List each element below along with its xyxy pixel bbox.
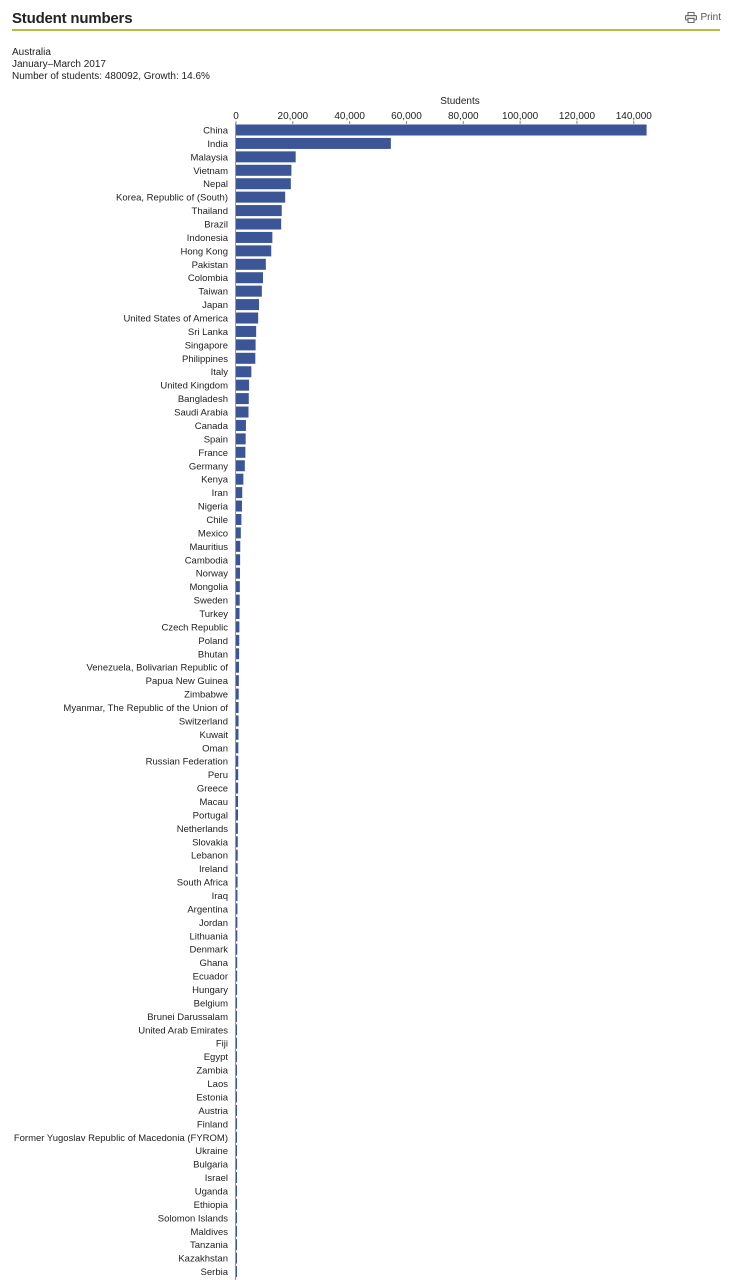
category-label: Belgium	[193, 998, 228, 1010]
category-label: Thailand	[191, 206, 228, 218]
category-label: Mauritius	[189, 541, 228, 553]
category-label: Sri Lanka	[187, 326, 228, 338]
bar[interactable]	[236, 1065, 237, 1076]
bar[interactable]	[236, 151, 296, 162]
category-label: Indonesia	[186, 232, 228, 244]
category-label: Mongolia	[189, 582, 228, 594]
category-label: Kazakhstan	[178, 1253, 228, 1265]
category-label: Kuwait	[199, 729, 228, 741]
x-tick-label: 140,000	[615, 111, 652, 122]
category-label: France	[198, 447, 228, 459]
category-label: Peru	[207, 770, 228, 782]
bar[interactable]	[236, 1078, 237, 1089]
category-label: Maldives	[190, 1226, 228, 1238]
category-label: Venezuela, Bolivarian Republic of	[86, 662, 228, 674]
bar[interactable]	[236, 568, 240, 579]
bar[interactable]	[236, 259, 266, 270]
summary-label: Number of students: 480092, Growth: 14.6%	[12, 71, 210, 82]
bar[interactable]	[236, 380, 249, 391]
category-label: Pakistan	[191, 259, 228, 271]
category-label: Iraq	[211, 891, 228, 903]
bar[interactable]	[236, 272, 263, 283]
bar[interactable]	[236, 219, 281, 230]
category-label: Czech Republic	[161, 622, 228, 634]
category-label: Finland	[196, 1119, 228, 1131]
category-label: Mexico	[197, 528, 228, 540]
bar[interactable]	[236, 1145, 237, 1156]
category-label: Zimbabwe	[184, 689, 228, 701]
bar[interactable]	[236, 433, 246, 444]
category-label: Hungary	[192, 985, 228, 997]
bar[interactable]	[236, 863, 238, 874]
category-label: Papua New Guinea	[145, 676, 228, 688]
bar[interactable]	[236, 339, 256, 350]
category-label: Ecuador	[192, 971, 228, 983]
bar[interactable]	[236, 178, 291, 189]
category-label: Lithuania	[189, 931, 228, 943]
x-tick-label: 100,000	[502, 111, 539, 122]
bar[interactable]	[236, 299, 259, 310]
bar[interactable]	[236, 205, 282, 216]
bar[interactable]	[236, 1185, 237, 1196]
category-label: United States of America	[123, 313, 228, 325]
bar[interactable]	[236, 1266, 237, 1277]
category-label: Uganda	[194, 1186, 228, 1198]
bar[interactable]	[236, 729, 238, 740]
bar[interactable]	[236, 541, 240, 552]
category-label: Greece	[196, 783, 228, 795]
header	[0, 0, 732, 31]
bar[interactable]	[236, 675, 239, 686]
category-label: South Africa	[176, 877, 228, 889]
category-label: Bhutan	[197, 649, 228, 661]
category-label: Egypt	[203, 1052, 228, 1064]
bar[interactable]	[236, 850, 238, 861]
x-tick-label: 120,000	[558, 111, 596, 122]
category-label: Singapore	[184, 340, 228, 352]
category-label: Argentina	[187, 904, 228, 916]
category-label: Chile	[206, 514, 228, 526]
bar[interactable]	[236, 877, 238, 888]
category-label: Turkey	[199, 608, 228, 620]
category-label: Tanzania	[189, 1240, 228, 1252]
bar[interactable]	[236, 125, 647, 136]
bar[interactable]	[236, 138, 391, 149]
bar[interactable]	[236, 608, 240, 619]
title-divider	[12, 29, 720, 31]
bar[interactable]	[236, 648, 239, 659]
category-label: Germany	[188, 461, 228, 473]
bar[interactable]	[236, 756, 238, 767]
bar[interactable]	[236, 1024, 237, 1035]
country-label: Australia	[12, 47, 51, 58]
category-label: Bangladesh	[177, 394, 228, 406]
category-label: Italy	[210, 367, 228, 379]
category-label: Portugal	[192, 810, 228, 822]
bar[interactable]	[236, 501, 242, 512]
bar[interactable]	[236, 554, 240, 565]
bar[interactable]	[236, 420, 246, 431]
bar[interactable]	[236, 890, 237, 901]
bar[interactable]	[236, 1132, 237, 1143]
bar[interactable]	[236, 1159, 237, 1170]
category-label: Ukraine	[195, 1146, 228, 1158]
bar[interactable]	[236, 514, 241, 525]
category-label: Taiwan	[198, 286, 228, 298]
category-label: Lebanon	[191, 850, 228, 862]
bar[interactable]	[236, 1118, 237, 1129]
category-label: Bulgaria	[193, 1159, 228, 1171]
category-label: Slovakia	[192, 837, 228, 849]
category-label: Solomon Islands	[157, 1213, 228, 1225]
category-label: Serbia	[200, 1267, 228, 1279]
category-label: Malaysia	[190, 152, 228, 164]
category-label: Spain	[203, 434, 228, 446]
bar[interactable]	[236, 393, 249, 404]
category-label: Fiji	[215, 1038, 228, 1050]
bar[interactable]	[236, 903, 237, 914]
bar[interactable]	[236, 1239, 237, 1250]
bar[interactable]	[236, 232, 272, 243]
category-label: India	[207, 138, 228, 150]
category-label: Jordan	[198, 917, 228, 929]
bar[interactable]	[236, 460, 245, 471]
category-label: Ireland	[198, 864, 228, 876]
x-axis-title: Students	[440, 96, 480, 107]
bar[interactable]	[236, 984, 237, 995]
bar[interactable]	[236, 1199, 237, 1210]
category-label: Kenya	[201, 474, 228, 486]
bar[interactable]	[236, 809, 238, 820]
bar[interactable]	[236, 742, 238, 753]
bar[interactable]	[236, 313, 258, 324]
bar[interactable]	[236, 796, 238, 807]
category-label: Former Yugoslav Republic of Macedonia (FYROM)	[13, 1132, 228, 1144]
category-label: Saudi Arabia	[174, 407, 228, 419]
bar[interactable]	[236, 527, 241, 538]
bar[interactable]	[236, 689, 239, 700]
bar[interactable]	[236, 353, 255, 364]
page-title: Student numbers	[12, 10, 133, 27]
bar[interactable]	[236, 192, 285, 203]
category-label: Nigeria	[197, 501, 228, 513]
category-label: Korea, Republic of (South)	[116, 192, 228, 204]
category-label: Ghana	[199, 958, 228, 970]
category-label: Laos	[207, 1079, 228, 1091]
category-label: Russian Federation	[145, 756, 228, 768]
category-label: Philippines	[182, 353, 228, 365]
x-tick-label: 0	[233, 111, 239, 122]
category-label: China	[203, 125, 228, 137]
category-label: Brazil	[204, 219, 228, 231]
bar[interactable]	[236, 1011, 237, 1022]
bar[interactable]	[236, 769, 238, 780]
bar[interactable]	[236, 702, 239, 713]
bar[interactable]	[236, 836, 238, 847]
bar[interactable]	[236, 917, 237, 928]
bar[interactable]	[236, 635, 239, 646]
category-label: Hong Kong	[180, 246, 228, 258]
bar[interactable]	[236, 1105, 237, 1116]
category-label: Ethiopia	[193, 1199, 228, 1211]
category-label: Iran	[211, 488, 228, 500]
report-meta	[12, 47, 210, 83]
printer-icon	[685, 12, 697, 23]
category-label: Japan	[202, 300, 228, 312]
category-label: Nepal	[203, 179, 228, 191]
bar[interactable]	[236, 487, 242, 498]
bar[interactable]	[236, 1172, 237, 1183]
bar[interactable]	[236, 165, 291, 176]
bar[interactable]	[236, 997, 237, 1008]
category-label: Israel	[204, 1173, 228, 1185]
bar[interactable]	[236, 715, 239, 726]
category-label: Canada	[194, 420, 228, 432]
bar[interactable]	[236, 474, 243, 485]
bar[interactable]	[236, 1212, 237, 1223]
period-label: January–March 2017	[12, 59, 106, 70]
bar[interactable]	[236, 1091, 237, 1102]
bar[interactable]	[236, 662, 239, 673]
bar[interactable]	[236, 783, 238, 794]
category-label: Estonia	[196, 1092, 228, 1104]
bar[interactable]	[236, 366, 251, 377]
bar[interactable]	[236, 286, 262, 297]
x-tick-label: 20,000	[277, 111, 309, 122]
category-label: United Arab Emirates	[138, 1025, 228, 1037]
x-tick-label: 80,000	[448, 111, 479, 122]
category-label: Myanmar, The Republic of the Union of	[63, 702, 228, 714]
bar[interactable]	[236, 621, 239, 632]
bar[interactable]	[236, 930, 237, 941]
category-label: Cambodia	[184, 555, 228, 567]
bar[interactable]	[236, 595, 240, 606]
category-label: United Kingdom	[160, 380, 228, 392]
bar[interactable]	[236, 1226, 237, 1237]
bar[interactable]	[236, 1051, 237, 1062]
category-label: Brunei Darussalam	[147, 1011, 228, 1023]
bar[interactable]	[236, 944, 237, 955]
bar[interactable]	[236, 407, 249, 418]
bar[interactable]	[236, 1253, 237, 1264]
bar[interactable]	[236, 581, 240, 592]
bar[interactable]	[236, 1038, 237, 1049]
x-tick-label: 40,000	[334, 111, 365, 122]
bar[interactable]	[236, 823, 238, 834]
category-label: Vietnam	[193, 165, 228, 177]
x-tick-label: 60,000	[391, 111, 422, 122]
bar[interactable]	[236, 326, 256, 337]
print-button[interactable]	[685, 12, 721, 23]
category-label: Denmark	[189, 944, 228, 956]
bar[interactable]	[236, 971, 237, 982]
bar[interactable]	[236, 245, 271, 256]
print-label: Print	[700, 12, 721, 23]
category-label: Oman	[202, 743, 228, 755]
category-label: Austria	[198, 1105, 228, 1117]
category-label: Poland	[198, 635, 228, 647]
category-label: Sweden	[193, 595, 228, 607]
category-label: Switzerland	[178, 716, 228, 728]
student-numbers-bar-chart	[0, 90, 732, 1280]
bar[interactable]	[236, 447, 245, 458]
category-label: Colombia	[187, 273, 228, 285]
category-label: Netherlands	[176, 823, 228, 835]
category-label: Zambia	[196, 1065, 228, 1077]
category-label: Macau	[199, 797, 228, 808]
category-label: Norway	[195, 568, 228, 580]
bar[interactable]	[236, 957, 237, 968]
